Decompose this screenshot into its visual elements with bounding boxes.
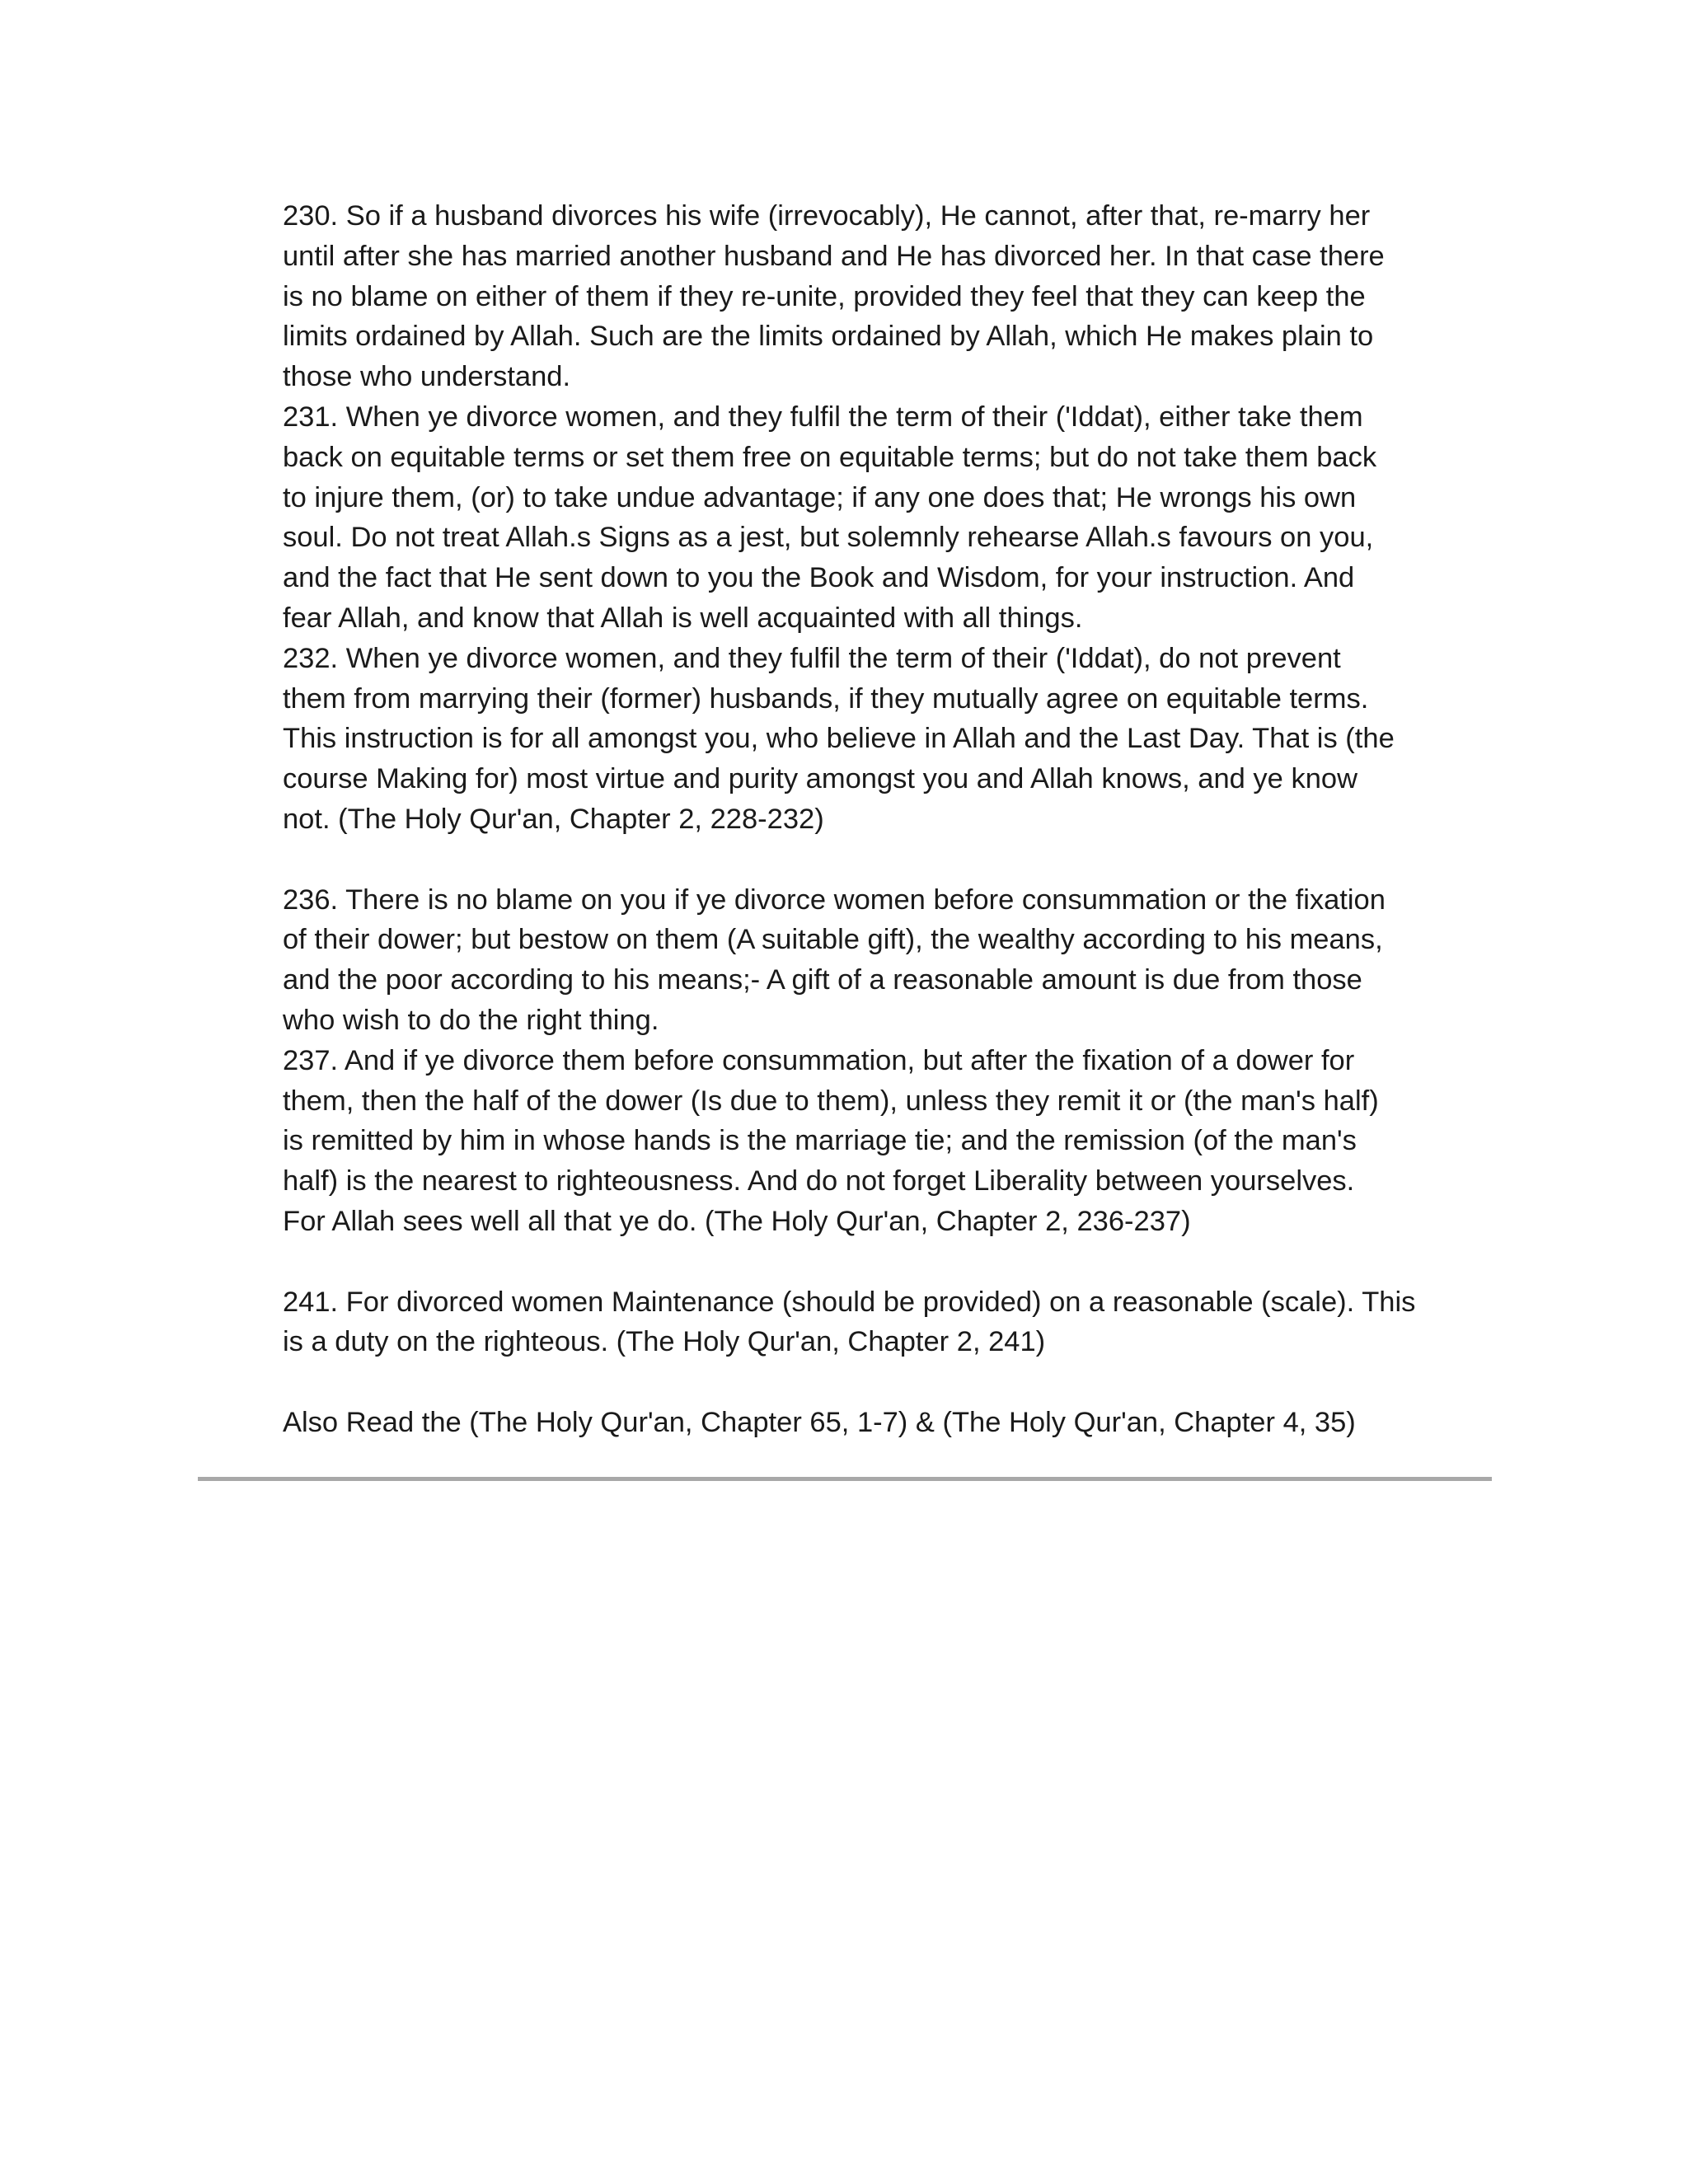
paragraph-gap	[283, 840, 1490, 880]
document-body	[283, 196, 1490, 1443]
text-line: limits ordained by Allah. Such are the limits ordained by Allah, which He makes plain to	[283, 321, 1374, 353]
text-line: is no blame on either of them if they re-unite, provided they feel that they can keep the	[283, 280, 1366, 312]
text-line: is remitted by him in whose hands is the marriage tie; and the remission (of the man's	[283, 1125, 1357, 1157]
text-line: 241. For divorced women Maintenance (should be provided) on a reasonable (scale). This	[283, 1286, 1416, 1318]
text-line: For Allah sees well all that ye do. (The Holy Qur'an, Chapter 2, 236-237)	[283, 1205, 1191, 1237]
text-line: and the fact that He sent down to you the Book and Wisdom, for your instruction. And	[283, 562, 1355, 594]
text-line: and the poor according to his means;- A gift of a reasonable amount is due from those	[283, 964, 1362, 996]
also-read-block	[283, 1403, 1490, 1443]
paragraph-gap	[283, 1242, 1490, 1282]
text-line: them from marrying their (former) husbands, if they mutually agree on equitable terms.	[283, 682, 1369, 715]
text-line: is a duty on the righteous. (The Holy Qur'an, Chapter 2, 241)	[283, 1326, 1046, 1358]
text-line: 230. So if a husband divorces his wife (irrevocably), He cannot, after that, re-marry her	[283, 200, 1371, 232]
text-line: 236. There is no blame on you if ye divorce women before consummation or the fixation	[283, 883, 1386, 916]
text-line: back on equitable terms or set them free on equitable terms; but do not take them back	[283, 441, 1377, 473]
text-line: half) is the nearest to righteousness. And do not forget Liberality between yourselves.	[283, 1165, 1355, 1197]
text-line: until after she has married another husband and He has divorced her. In that case there	[283, 240, 1385, 272]
verses-230-232-block	[283, 196, 1490, 840]
text-line: who wish to do the right thing.	[283, 1004, 659, 1036]
text-line: 231. When ye divorce women, and they fulfil the term of their ('Iddat), either take them	[283, 401, 1363, 433]
text-line: soul. Do not treat Allah.s Signs as a jest, but solemnly rehearse Allah.s favours on you,	[283, 522, 1374, 554]
text-line: them, then the half of the dower (Is due to them), unless they remit it or (the man's half)	[283, 1085, 1379, 1117]
text-line: 237. And if ye divorce them before consummation, but after the fixation of a dower for	[283, 1044, 1355, 1076]
text-line: of their dower; but bestow on them (A suitable gift), the wealthy according to his means,	[283, 924, 1383, 956]
paragraph-gap	[283, 1362, 1490, 1403]
verses-236-237-block	[283, 880, 1490, 1242]
text-line: not. (The Holy Qur'an, Chapter 2, 228-232)	[283, 803, 824, 835]
text-line: those who understand.	[283, 361, 571, 393]
text-line: This instruction is for all amongst you, who believe in Allah and the Last Day. That is (the	[283, 723, 1395, 755]
horizontal-rule	[198, 1477, 1492, 1481]
text-line: course Making for) most virtue and purity amongst you and Allah knows, and ye know	[283, 763, 1357, 795]
verse-241-block	[283, 1282, 1490, 1363]
text-line: 232. When ye divorce women, and they fulfil the term of their ('Iddat), do not prevent	[283, 642, 1341, 674]
text-line: to injure them, (or) to take undue advantage; if any one does that; He wrongs his own	[283, 481, 1357, 513]
text-line: Also Read the (The Holy Qur'an, Chapter 65, 1-7) & (The Holy Qur'an, Chapter 4, 35)	[283, 1406, 1356, 1438]
text-line: fear Allah, and know that Allah is well acquainted with all things.	[283, 602, 1083, 634]
